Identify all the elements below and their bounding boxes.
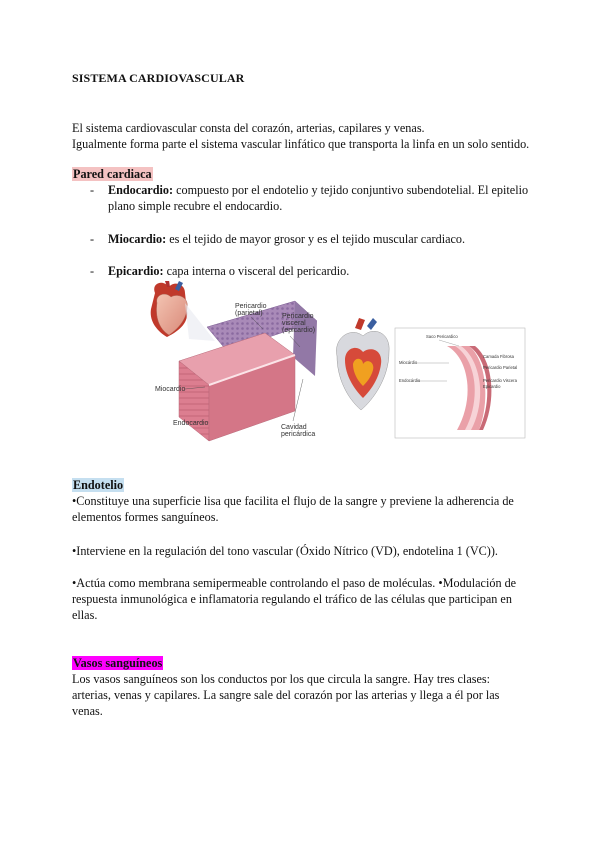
label-endocardio: Endocardio: [173, 420, 209, 427]
list-item-epicardio: [108, 264, 349, 279]
bullet-dash: -: [90, 232, 95, 246]
vasos-line-1: Los vasos sanguíneos son los conductos por los que circula la sangre. Hay tres clases:: [72, 672, 491, 686]
bullet-dash: -: [90, 264, 95, 278]
list-item-miocardio: [108, 232, 465, 247]
label-epicardio: Epicardio: [483, 384, 501, 389]
intro-line-1: El sistema cardiovascular consta del corazón, arterias, capilares y venas.: [72, 121, 425, 135]
endotelio-p3-line-2: respuesta inmunológica e inflamatoria regulando el tráfico de las células que participan en: [72, 592, 512, 606]
endotelio-p2: •Interviene en la regulación del tono vascular (Óxido Nítrico (VD), endotelina 1 (VC)).: [72, 544, 498, 558]
label-cavidad-2: pericárdica: [281, 431, 316, 438]
label-pericardio-parietal-1: Pericardio: [235, 303, 267, 310]
vasos-line-3: venas.: [72, 704, 103, 718]
heart-layers-illustration: [329, 318, 527, 442]
label-pericardio-visceral-1: Pericardio: [282, 313, 314, 320]
label-pericardio-parietal-2: (parietal): [235, 310, 263, 317]
desc-endocardio-2: plano simple recubre el endocardio.: [108, 199, 283, 213]
endotelio-p3-line-1: •Actúa como membrana semipermeable controlando el paso de moléculas. •Modulación de: [72, 576, 517, 590]
page-title: SISTEMA CARDIOVASCULAR: [72, 71, 245, 85]
term-miocardio: Miocardio:: [108, 232, 167, 246]
heart-wall-illustration: [145, 281, 330, 443]
endotelio-p1-line-2: elementos formes sanguíneos.: [72, 510, 219, 524]
label-camada-fibrosa: Camada Fibrosa: [483, 354, 514, 359]
endotelio-p3-line-3: ellas.: [72, 608, 98, 622]
vasos-line-2: arterias, venas y capilares. La sangre sale del corazón por las arterias y llega a él por las: [72, 688, 500, 702]
term-endocardio: Endocardio:: [108, 183, 174, 197]
label-pericardio-visceral-3: (epicardio): [282, 327, 316, 334]
desc-epicardio: capa interna o visceral del pericardio.: [163, 264, 350, 278]
section-heading-vasos: Vasos sanguíneos: [73, 656, 163, 670]
term-epicardio: Epicardio:: [108, 264, 164, 278]
label-pericardio-visceral-2: visceral: [282, 320, 306, 327]
label-pericardio-parietal: Pericardio Parietal: [483, 365, 518, 370]
bullet-dash: -: [90, 183, 95, 197]
intro-line-2: Igualmente forma parte el sistema vascular linfático que transporta la linfa en un solo sentido.: [72, 137, 530, 151]
endotelio-p1-line-1: •Constituye una superficie lisa que facilita el flujo de la sangre y previene la adherencia de: [72, 494, 514, 508]
label-miocardio: Miocardio: [155, 386, 186, 393]
label-pericardio-visceral: Pericardio Viscera: [483, 378, 517, 383]
section-heading-endotelio: Endotelio: [73, 478, 124, 492]
desc-endocardio-1: compuesto por el endotelio y tejido conjuntivo subendotelial. El epitelio: [173, 183, 529, 197]
label-miocardio-r: Miocárdio: [399, 360, 418, 365]
section-heading-pared: Pared cardiaca: [73, 167, 152, 181]
label-saco-pericardico: Saco Pericardico: [426, 334, 458, 339]
desc-miocardio: es el tejido de mayor grosor y es el tejido muscular cardiaco.: [166, 232, 466, 246]
label-cavidad-1: Cavidad: [281, 424, 307, 431]
list-item-endocardio: [108, 183, 528, 198]
label-endocardio-r: Endocárdio: [399, 378, 421, 383]
